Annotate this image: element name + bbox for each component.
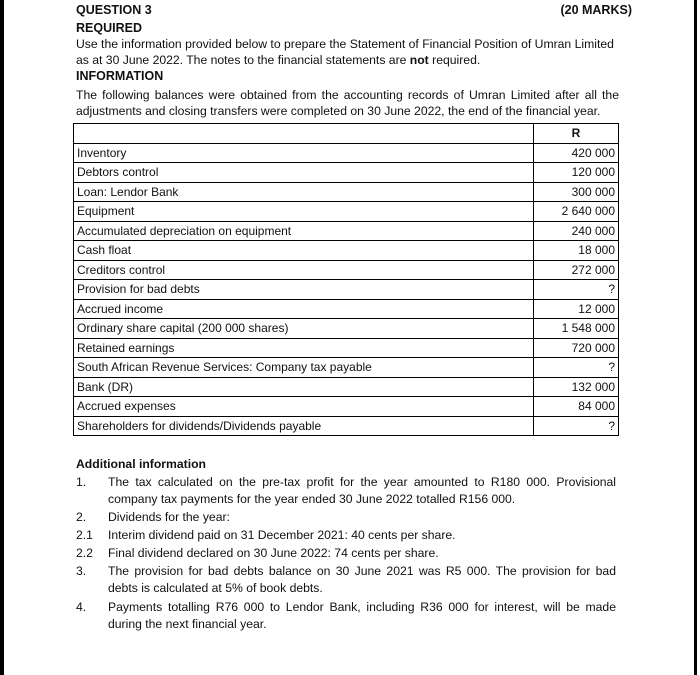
account-name: Equipment — [74, 202, 534, 222]
page-left-border — [0, 0, 4, 675]
account-amount: 1 548 000 — [534, 319, 619, 339]
note-number: 3. — [76, 564, 87, 578]
table-row — [74, 143, 619, 163]
table-header-currency: R — [534, 124, 619, 144]
account-name: Retained earnings — [74, 338, 534, 358]
note-text: Dividends for the year: — [108, 510, 230, 524]
account-amount: 2 640 000 — [534, 202, 619, 222]
account-name: Ordinary share capital (200 000 shares) — [74, 319, 534, 339]
page-right-border — [694, 0, 697, 675]
question-marks: (20 MARKS) — [560, 3, 632, 17]
table-row — [74, 182, 619, 202]
account-amount: 18 000 — [534, 241, 619, 261]
table-header-blank — [74, 124, 534, 144]
account-name: Inventory — [74, 143, 534, 163]
table-row — [74, 241, 619, 261]
table-row — [74, 377, 619, 397]
account-name: Provision for bad debts — [74, 280, 534, 300]
table-row — [74, 397, 619, 417]
account-name: South African Revenue Services: Company tax payable — [74, 358, 534, 378]
account-amount: 300 000 — [534, 182, 619, 202]
note-number: 4. — [76, 600, 87, 614]
account-name: Bank (DR) — [74, 377, 534, 397]
note-text: Final dividend declared on 30 June 2022: 74 cents per share. — [108, 546, 439, 560]
account-amount: 420 000 — [534, 143, 619, 163]
account-amount: ? — [534, 280, 619, 300]
table-row — [74, 260, 619, 280]
account-name: Accrued expenses — [74, 397, 534, 417]
additional-info-heading: Additional information — [76, 457, 206, 471]
table-row — [74, 221, 619, 241]
account-name: Loan: Lendor Bank — [74, 182, 534, 202]
note-text: Payments totalling R76 000 to Lendor Bank, including R36 000 for interest, will be made during the next financial year. — [108, 600, 616, 631]
account-amount: 84 000 — [534, 397, 619, 417]
table-row — [74, 319, 619, 339]
account-name: Accrued income — [74, 299, 534, 319]
account-name: Accumulated depreciation on equipment — [74, 221, 534, 241]
information-intro: The following balances were obtained from the accounting records of Umran Limited after all the adjustments and closing transfers were completed on 30 June 2022, the end of the financial year. — [76, 88, 619, 118]
account-amount: ? — [534, 416, 619, 436]
table-row — [74, 280, 619, 300]
account-amount: 720 000 — [534, 338, 619, 358]
note-number: 2.2 — [76, 546, 93, 560]
required-heading: REQUIRED — [76, 21, 142, 35]
account-name: Creditors control — [74, 260, 534, 280]
account-amount: 272 000 — [534, 260, 619, 280]
information-heading: INFORMATION — [76, 69, 164, 83]
required-text-emphasis: not — [409, 52, 429, 67]
balances-table — [73, 123, 619, 436]
required-text-part2: required. — [428, 52, 481, 67]
table-header-row — [74, 124, 619, 144]
account-name: Debtors control — [74, 163, 534, 183]
note-text: The provision for bad debts balance on 30 June 2021 was R5 000. The provision for bad debts is calculated at 5% of book debts. — [108, 564, 616, 595]
account-amount: 240 000 — [534, 221, 619, 241]
table-row — [74, 163, 619, 183]
table-row — [74, 299, 619, 319]
note-number: 2. — [76, 510, 87, 524]
account-amount: 120 000 — [534, 163, 619, 183]
account-amount: 132 000 — [534, 377, 619, 397]
table-row — [74, 358, 619, 378]
required-text — [76, 37, 621, 68]
balances-table-body — [74, 143, 619, 436]
account-name: Shareholders for dividends/Dividends payable — [74, 416, 534, 436]
table-row — [74, 416, 619, 436]
required-text-part1: Use the information provided below to prepare the Statement of Financial Position of Umran Limited as at 30 June 2022. The notes to the financial statements are — [76, 37, 614, 67]
question-title: QUESTION 3 — [76, 3, 152, 17]
table-row — [74, 338, 619, 358]
note-text: The tax calculated on the pre-tax profit for the year amounted to R180 000. Provisional company tax payments for the year ended 30 June 2022 totalled R156 000. — [108, 475, 616, 506]
table-row — [74, 202, 619, 222]
note-text: Interim dividend paid on 31 December 2021: 40 cents per share. — [108, 528, 456, 542]
question-header — [76, 3, 632, 17]
account-amount: 12 000 — [534, 299, 619, 319]
note-number: 1. — [76, 475, 87, 489]
note-number: 2.1 — [76, 528, 93, 542]
account-amount: ? — [534, 358, 619, 378]
account-name: Cash float — [74, 241, 534, 261]
